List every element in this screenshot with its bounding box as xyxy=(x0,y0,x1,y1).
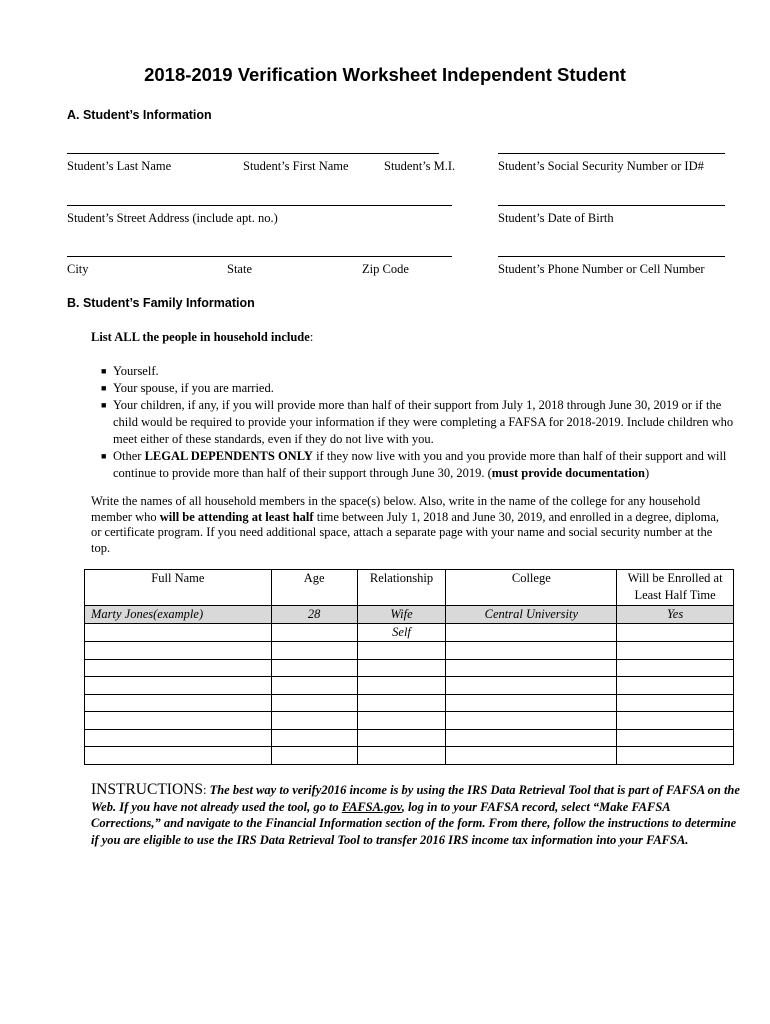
table-row xyxy=(85,694,734,712)
bullet-icon: ■ xyxy=(101,451,107,461)
enrolled-cell[interactable] xyxy=(617,712,734,730)
col-header-college: College xyxy=(446,570,617,606)
enrolled-cell[interactable] xyxy=(617,659,734,677)
phone-fill-line[interactable] xyxy=(498,256,725,257)
table-row xyxy=(85,624,734,642)
address-label: Student’s Street Address (include apt. no.) xyxy=(67,211,278,225)
example-row xyxy=(85,606,734,624)
example-enrolled: Yes xyxy=(617,606,734,624)
list-item: ■ Other LEGAL DEPENDENTS ONLY if they now live with you and you provide more than half of their support and will continue to provide more than half of their support through June 30, 2019. (must provide documentation) xyxy=(101,449,727,480)
relationship-cell[interactable] xyxy=(357,694,446,712)
col-header-age: Age xyxy=(271,570,357,606)
name-cell[interactable] xyxy=(85,659,272,677)
enrolled-cell[interactable] xyxy=(617,694,734,712)
college-cell[interactable] xyxy=(446,659,617,677)
name-cell[interactable] xyxy=(85,712,272,730)
section-b-heading: B. Student’s Family Information xyxy=(67,296,255,310)
name-cell[interactable] xyxy=(85,677,272,695)
list-item: ■ Yourself. xyxy=(101,364,159,378)
name-cell[interactable] xyxy=(85,624,272,642)
enrolled-cell[interactable] xyxy=(617,677,734,695)
example-age: 28 xyxy=(271,606,357,624)
table-row xyxy=(85,712,734,730)
ssn-label: Student’s Social Security Number or ID# xyxy=(498,159,704,173)
example-relationship: Wife xyxy=(357,606,446,624)
college-cell[interactable] xyxy=(446,694,617,712)
table-row xyxy=(85,747,734,765)
enrolled-cell[interactable] xyxy=(617,642,734,660)
example-name: Marty Jones(example) xyxy=(85,606,272,624)
age-cell[interactable] xyxy=(271,677,357,695)
college-cell[interactable] xyxy=(446,624,617,642)
age-cell[interactable] xyxy=(271,729,357,747)
name-cell[interactable] xyxy=(85,729,272,747)
bullet-icon: ■ xyxy=(101,400,107,410)
table-row xyxy=(85,729,734,747)
example-college: Central University xyxy=(446,606,617,624)
city-state-zip-fill-line[interactable] xyxy=(67,256,452,257)
college-cell[interactable] xyxy=(446,729,617,747)
table-row xyxy=(85,659,734,677)
section-a-heading: A. Student’s Information xyxy=(67,108,212,122)
age-cell[interactable] xyxy=(271,642,357,660)
page-title: 2018-2019 Verification Worksheet Independent Student xyxy=(144,64,626,85)
household-bullet-list xyxy=(91,363,741,482)
city-label: City xyxy=(67,262,89,276)
list-item: ■ Your spouse, if you are married. xyxy=(101,381,274,395)
relationship-cell[interactable] xyxy=(357,659,446,677)
col-header-full-name: Full Name xyxy=(85,570,272,606)
list-item: ■ Your children, if any, if you will provide more than half of their support from July 1, 2018 through June 30, 2019 or if the child would be required to provide your information if they were completing a FAFSA for 2018-2019. Include children who meet either of these standards, even if they do not live with you. xyxy=(101,398,734,446)
bullet-icon: ■ xyxy=(101,366,107,376)
relationship-cell[interactable] xyxy=(357,712,446,730)
enrolled-cell[interactable] xyxy=(617,624,734,642)
name-cell[interactable] xyxy=(85,642,272,660)
college-cell[interactable] xyxy=(446,712,617,730)
relationship-cell[interactable] xyxy=(357,729,446,747)
bullet-icon: ■ xyxy=(101,383,107,393)
mi-label: Student’s M.I. xyxy=(384,159,456,173)
relationship-cell: Self xyxy=(357,624,446,642)
household-table xyxy=(84,569,734,765)
address-fill-line[interactable] xyxy=(67,205,452,206)
name-cell[interactable] xyxy=(85,694,272,712)
ssn-fill-line[interactable] xyxy=(498,153,725,154)
first-name-label: Student’s First Name xyxy=(243,159,349,173)
fafsa-link[interactable]: FAFSA.gov xyxy=(341,799,402,814)
household-instructions: Write the names of all household members in the space(s) below. Also, write in the name of the college for any household member who will be attending at least half time between July 1, 2018 and June 30, 2019, and enrolled in a degree, diploma, or certificate program. If you need additional space, attach a separate page with your name and social security number at the top. xyxy=(91,494,720,555)
col-header-enrolled: Will be Enrolled at Least Half Time xyxy=(617,570,734,606)
college-cell[interactable] xyxy=(446,747,617,765)
college-cell[interactable] xyxy=(446,642,617,660)
instructions-heading: INSTRUCTIONS xyxy=(91,781,203,798)
phone-label: Student’s Phone Number or Cell Number xyxy=(498,262,705,276)
relationship-cell[interactable] xyxy=(357,677,446,695)
age-cell[interactable] xyxy=(271,659,357,677)
college-cell[interactable] xyxy=(446,677,617,695)
age-cell[interactable] xyxy=(271,747,357,765)
col-header-relationship: Relationship xyxy=(357,570,446,606)
state-label: State xyxy=(227,262,252,276)
dob-label: Student’s Date of Birth xyxy=(498,211,614,225)
table-row xyxy=(85,642,734,660)
dob-fill-line[interactable] xyxy=(498,205,725,206)
relationship-cell[interactable] xyxy=(357,642,446,660)
age-cell[interactable] xyxy=(271,712,357,730)
age-cell[interactable] xyxy=(271,694,357,712)
instructions-block: INSTRUCTIONS: The best way to verify2016 income is by using the IRS Data Retrieval Tool that is part of FAFSA on the Web. If you have not already used the tool, go to FAFSA.gov, log in to your FAFSA record, select “Make FAFSA Corrections,” and navigate to the Financial Information section of the form. From there, follow the instructions to determine if you are eligible to use the IRS Data Retrieval Tool to transfer 2016 IRS income tax information into your FAFSA. xyxy=(91,781,740,847)
relationship-cell[interactable] xyxy=(357,747,446,765)
name-fill-line[interactable] xyxy=(67,153,439,154)
household-list-intro: List ALL the people in household include: xyxy=(91,330,314,344)
zip-label: Zip Code xyxy=(362,262,409,276)
table-row xyxy=(85,677,734,695)
age-cell[interactable] xyxy=(271,624,357,642)
enrolled-cell[interactable] xyxy=(617,747,734,765)
last-name-label: Student’s Last Name xyxy=(67,159,172,173)
name-cell[interactable] xyxy=(85,747,272,765)
table-header-row xyxy=(85,570,734,606)
enrolled-cell[interactable] xyxy=(617,729,734,747)
